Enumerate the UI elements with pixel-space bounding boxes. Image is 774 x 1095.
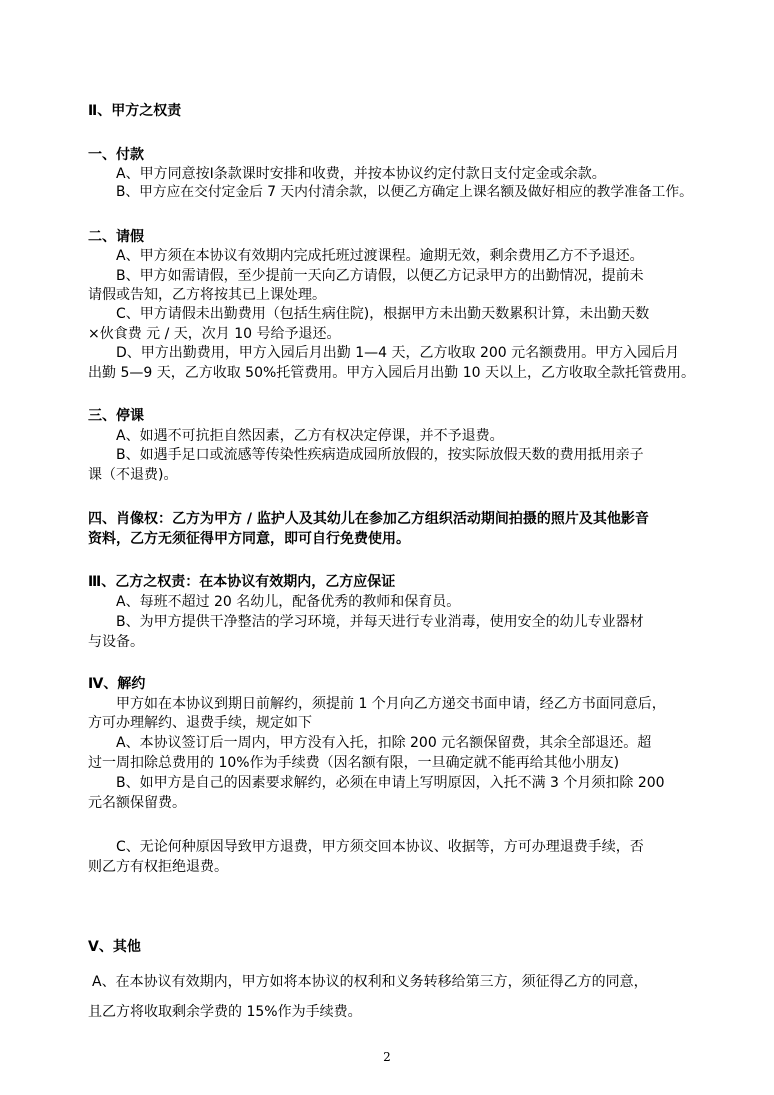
section-5-clause-a-line2: 且乙方将收取剩余学费的 15%作为手续费。 [88, 1004, 362, 1020]
termination-clause-c-line2: 则乙方有权拒绝退费。 [88, 859, 228, 875]
leave-clause-d-line2: 出勤 5—9 天，乙方收取 50%托管费用。甲方入园后月出勤 10 天以上，乙方收取全款托管费用。 [88, 365, 695, 381]
termination-clause-b-line1: B、如甲方是自己的因素要求解约，必须在申请上写明原因，入托不满 3 个月须扣除 200 [116, 775, 665, 791]
leave-clause-c-line1: C、甲方请假未出勤费用（包括生病住院)，根据甲方未出勤天数累积计算，未出勤天数 [116, 306, 650, 322]
suspend-heading: 三、停课 [88, 408, 144, 424]
leave-clause-a: A、甲方须在本协议有效期内完成托班过渡课程。逾期无效，剩余费用乙方不予退还。 [116, 248, 644, 264]
section-4-title: Ⅳ、解约 [88, 676, 146, 692]
suspend-clause-b-line1: B、如遇手足口或流感等传染性疾病造成园所放假的，按实际放假天数的费用抵用亲子 [116, 447, 644, 463]
termination-clause-a-line2: 过一周扣除总费用的 10%作为手续费（因名额有限，一旦确定就不能再给其他小朋友) [88, 755, 620, 771]
leave-clause-d-line1: D、甲方出勤费用，甲方入园后月出勤 1—4 天，乙方收取 200 元名额费用。甲方入园后月 [116, 345, 680, 361]
section-3-clause-b-line1: B、为甲方提供干净整洁的学习环境，并每天进行专业消毒，使用安全的幼儿专业器材 [116, 614, 644, 630]
section-3-clause-a: A、每班不超过 20 名幼儿，配备优秀的教师和保育员。 [116, 594, 461, 610]
payment-heading: 一、付款 [88, 147, 144, 163]
section-3-clause-b-line2: 与设备。 [88, 634, 144, 650]
termination-clause-c-line1: C、无论何种原因导致甲方退费，甲方须交回本协议、收据等，方可办理退费手续，否 [116, 839, 644, 855]
leave-clause-b-line2: 请假或告知，乙方将按其已上课处理。 [88, 287, 326, 303]
suspend-clause-a: A、如遇不可抗拒自然因素，乙方有权决定停课，并不予退费。 [116, 428, 504, 444]
payment-clause-b: B、甲方应在交付定金后 7 天内付清余款，以便乙方确定上课名额及做好相应的教学准备工作。 [116, 184, 693, 200]
page-number: 2 [383, 1050, 391, 1064]
payment-clause-a: A、甲方同意按Ⅰ条款课时安排和收费，并按本协议约定付款日支付定金或余款。 [116, 166, 606, 182]
leave-clause-c-line2: ×伙食费 元 / 天，次月 10 号给予退还。 [88, 326, 341, 342]
section-2-title: Ⅱ、甲方之权责 [88, 103, 182, 119]
suspend-clause-b-line2: 课（不退费)。 [88, 467, 178, 483]
portrait-rights-line2: 资料，乙方无须征得甲方同意，即可自行免费使用。 [88, 531, 410, 547]
section-5-title: Ⅴ、其他 [88, 939, 141, 955]
termination-intro-line2: 方可办理解约、退费手续，规定如下 [88, 715, 312, 731]
termination-clause-b-line2: 元名额保留费。 [88, 795, 186, 811]
portrait-rights-line1: 四、肖像权：乙方为甲方 / 监护人及其幼儿在参加乙方组织活动期间拍摄的照片及其他影音 [88, 511, 649, 527]
section-5-clause-a-line1: A、在本协议有效期内，甲方如将本协议的权利和义务转移给第三方，须征得乙方的同意， [92, 974, 648, 990]
leave-clause-b-line1: B、甲方如需请假，至少提前一天向乙方请假，以便乙方记录甲方的出勤情况，提前未 [116, 268, 644, 284]
termination-clause-a-line1: A、本协议签订后一周内，甲方没有入托，扣除 200 元名额保留费，其余全部退还。超 [116, 735, 652, 751]
termination-intro-line1: 甲方如在本协议到期日前解约，须提前 1 个月向乙方递交书面申请，经乙方书面同意后， [116, 696, 666, 712]
section-3-title: Ⅲ、乙方之权责：在本协议有效期内，乙方应保证 [88, 574, 396, 590]
leave-heading: 二、请假 [88, 229, 144, 245]
